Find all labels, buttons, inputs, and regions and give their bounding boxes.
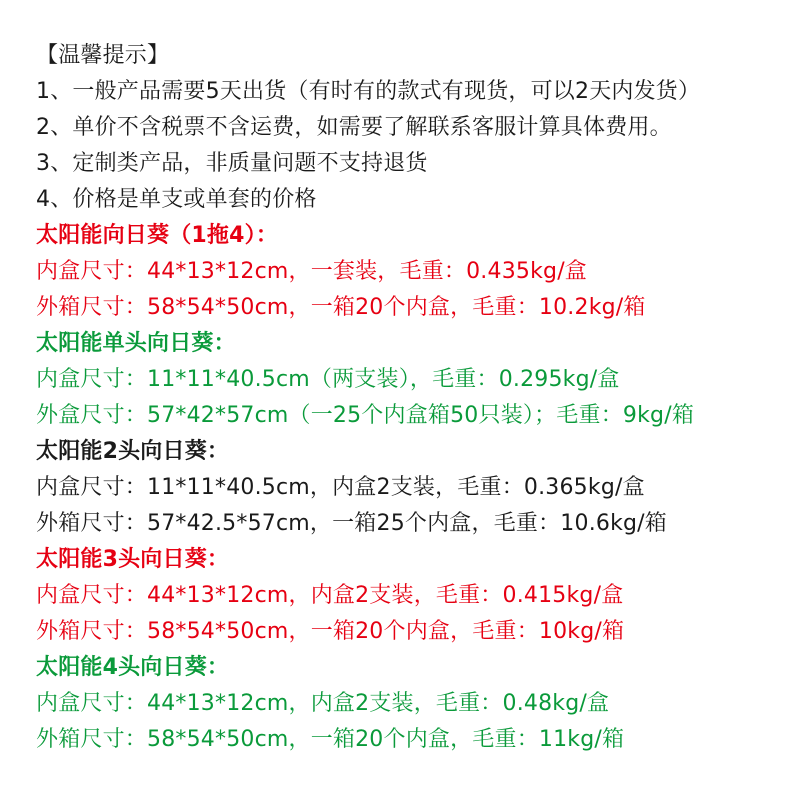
product-3-title: 太阳能2头向日葵： <box>36 439 230 464</box>
product-5-outer-box: 外箱尺寸：58*54*50cm，一箱20个内盒，毛重：11kg/箱 <box>36 727 625 752</box>
notice-item-3: 3、定制类产品，非质量问题不支持退货 <box>36 151 428 176</box>
notice-header: 【温馨提示】 <box>36 43 170 68</box>
product-1-inner-box: 内盒尺寸：44*13*12cm，一套装，毛重：0.435kg/盒 <box>36 259 588 284</box>
product-5-inner-box: 内盒尺寸：44*13*12cm，内盒2支装，毛重：0.48kg/盒 <box>36 691 610 716</box>
product-2-title: 太阳能单头向日葵： <box>36 331 236 356</box>
product-3-inner-box: 内盒尺寸：11*11*40.5cm，内盒2支装，毛重：0.365kg/盒 <box>36 475 645 500</box>
product-5-title: 太阳能4头向日葵： <box>36 655 230 680</box>
product-2-outer-box: 外盒尺寸：57*42*57cm（一25个内盒箱50只装）；毛重：9kg/箱 <box>36 403 695 428</box>
notice-item-4: 4、价格是单支或单套的价格 <box>36 187 317 212</box>
product-4-title: 太阳能3头向日葵： <box>36 547 230 572</box>
product-2-inner-box: 内盒尺寸：11*11*40.5cm（两支装），毛重：0.295kg/盒 <box>36 367 620 392</box>
product-1-title: 太阳能向日葵（1拖4）： <box>36 223 279 248</box>
product-1-outer-box: 外箱尺寸：58*54*50cm，一箱20个内盒，毛重：10.2kg/箱 <box>36 295 646 320</box>
notice-item-1: 1、一般产品需要5天出货（有时有的款式有现货，可以2天内发货） <box>36 79 701 104</box>
product-4-inner-box: 内盒尺寸：44*13*12cm，内盒2支装，毛重：0.415kg/盒 <box>36 583 624 608</box>
product-4-outer-box: 外箱尺寸：58*54*50cm，一箱20个内盒，毛重：10kg/箱 <box>36 619 625 644</box>
product-3-outer-box: 外箱尺寸：57*42.5*57cm，一箱25个内盒，毛重：10.6kg/箱 <box>36 511 667 536</box>
notice-item-2: 2、单价不含税票不含运费，如需要了解联系客服计算具体费用。 <box>36 115 672 140</box>
